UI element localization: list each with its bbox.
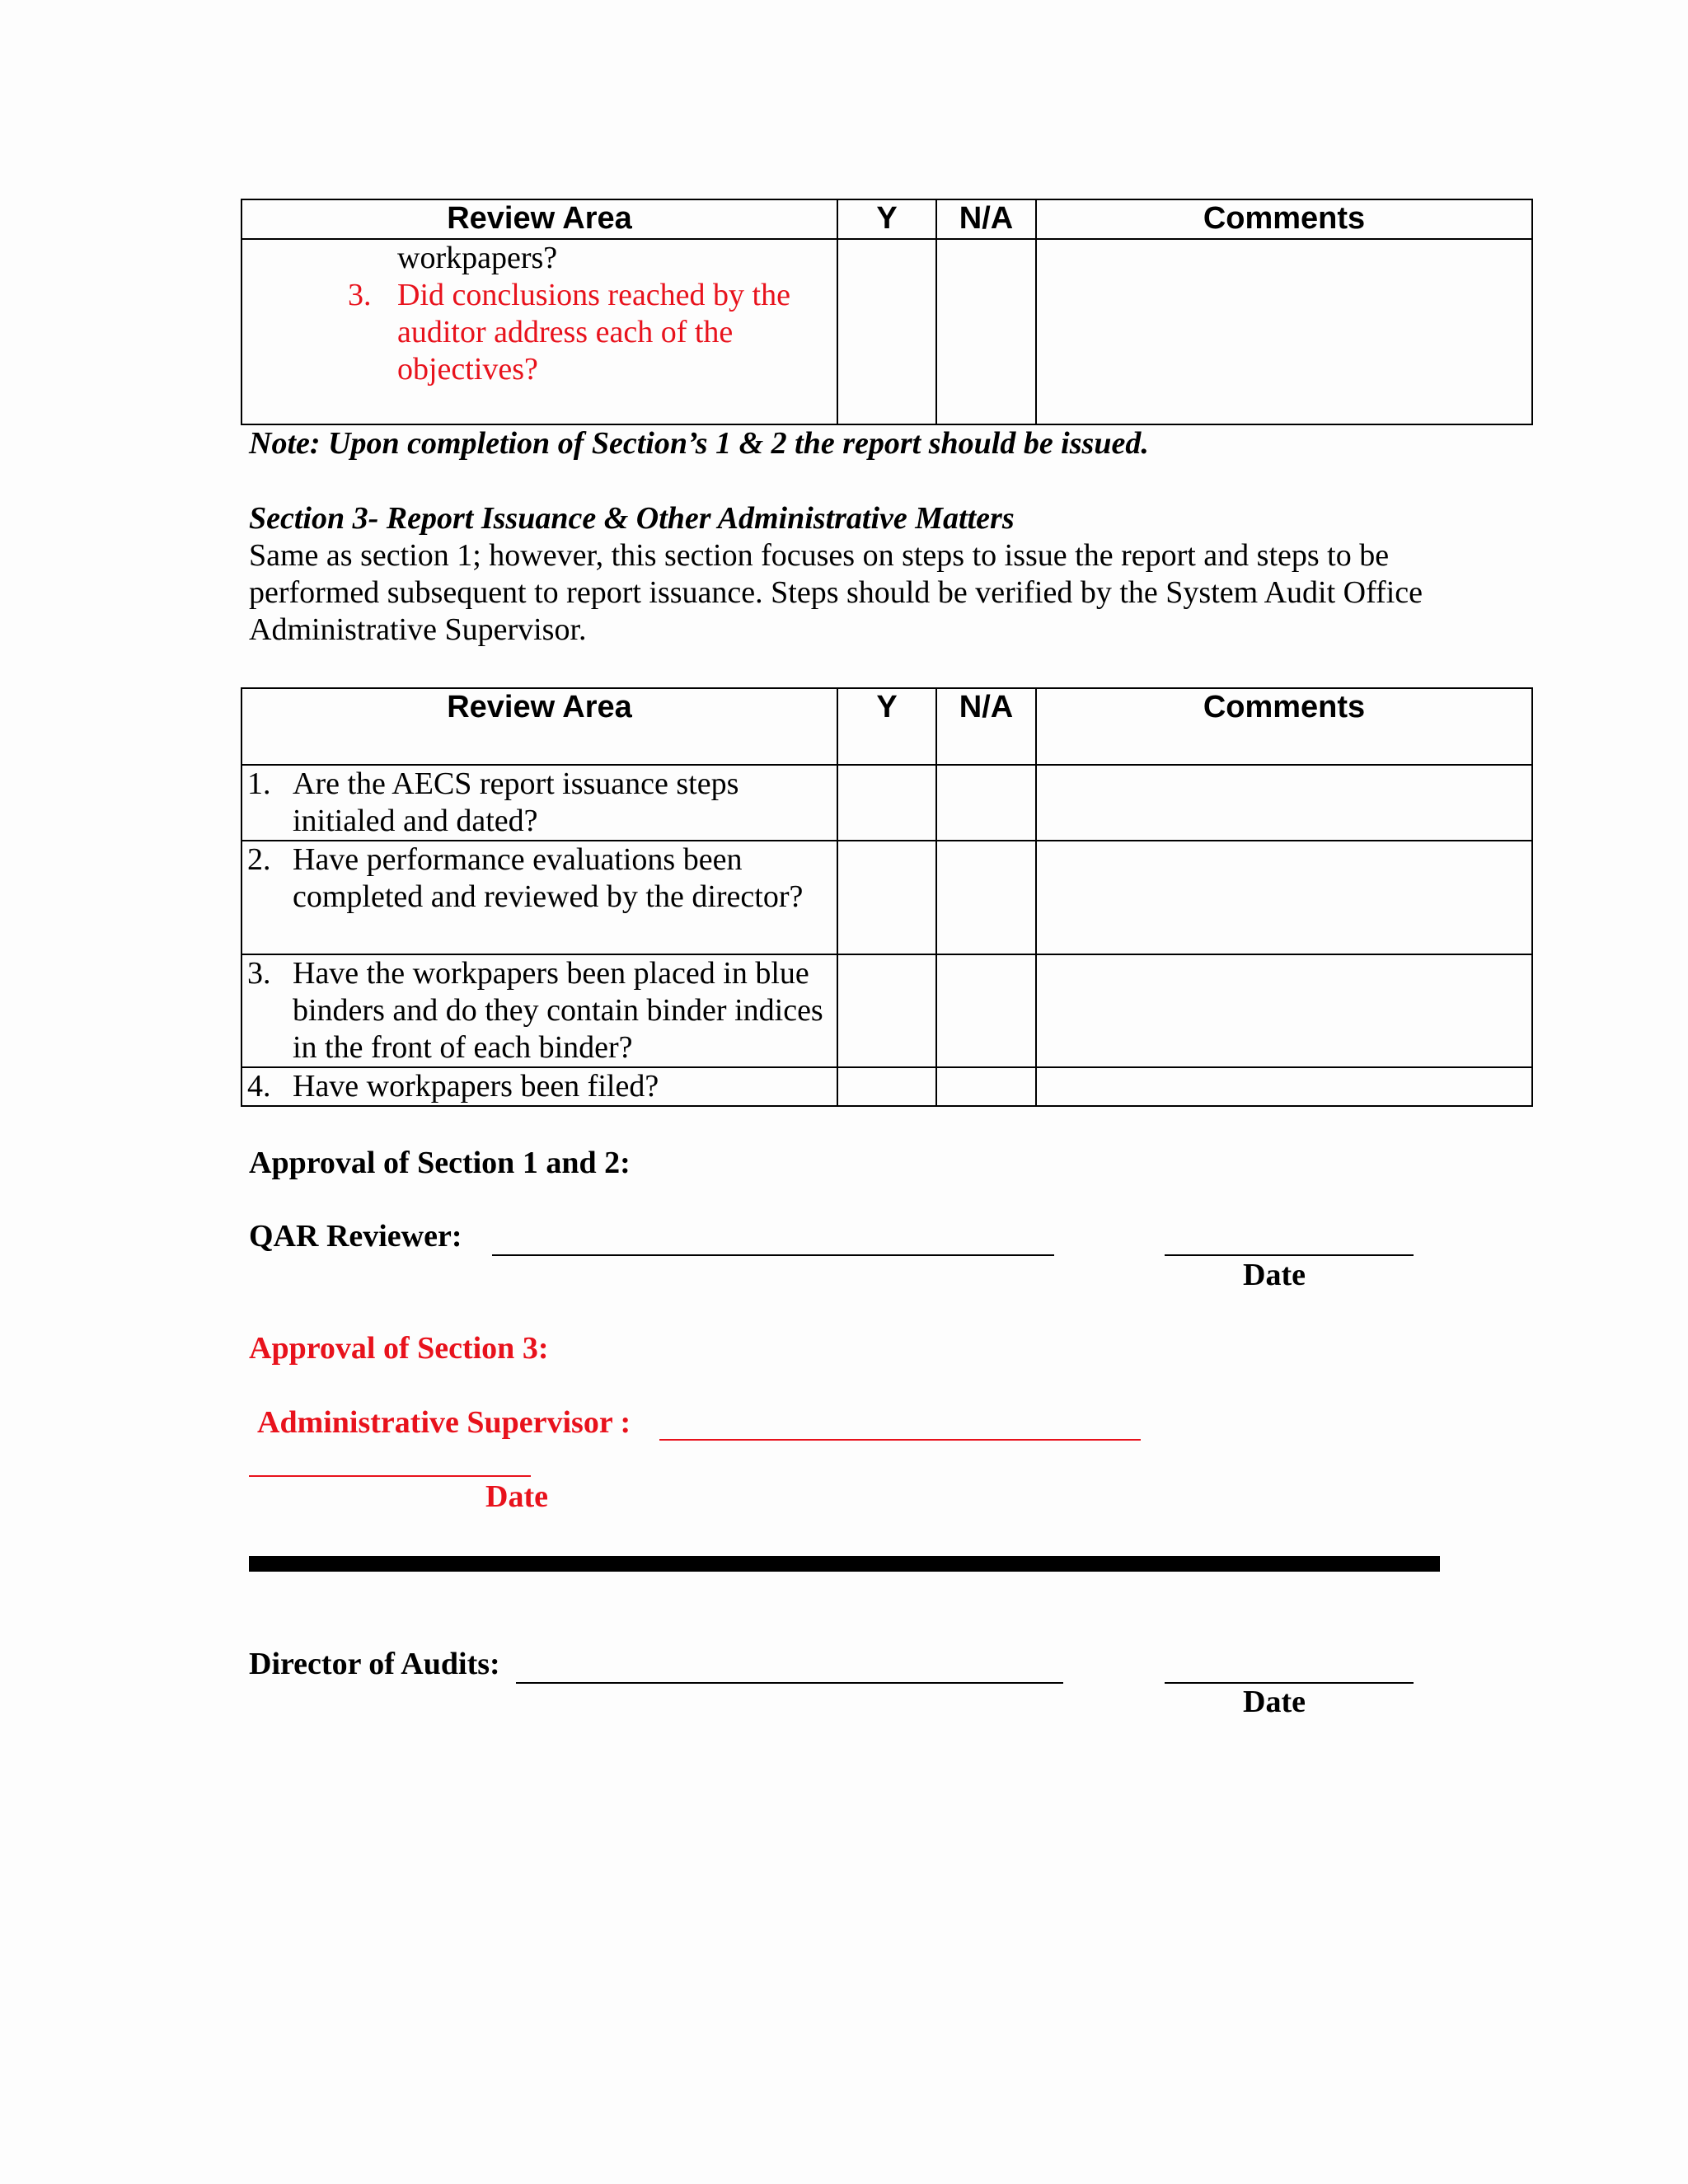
col-header-review-area: Review Area — [241, 199, 837, 239]
item-number: 1. — [247, 766, 271, 801]
director-date-label: Date — [1243, 1685, 1306, 1719]
qar-reviewer-label: QAR Reviewer: — [249, 1219, 462, 1254]
col-header-na: N/A — [936, 688, 1036, 765]
continued-text: workpapers? — [397, 241, 558, 275]
section3-description: Same as section 1; however, this section focuses on steps to issue the report and steps to be performed subsequent to report issuance. Steps should be verified by the System Audit Office Administrative Supervisor. — [249, 538, 1423, 647]
comments-cell[interactable] — [1036, 765, 1532, 841]
comments-cell[interactable] — [1036, 239, 1532, 424]
item-number: 2. — [247, 842, 271, 877]
y-cell[interactable] — [837, 239, 936, 424]
comments-cell[interactable] — [1036, 841, 1532, 954]
col-header-na: N/A — [936, 199, 1036, 239]
admin-date-line[interactable] — [249, 1475, 531, 1477]
y-cell[interactable] — [837, 841, 936, 954]
qar-date-line[interactable] — [1165, 1254, 1414, 1256]
table-row — [241, 1067, 837, 1106]
item-number: 3. — [348, 278, 372, 312]
item-text: Have workpapers been filed? — [293, 1069, 659, 1104]
na-cell[interactable] — [936, 765, 1036, 841]
comments-cell[interactable] — [1036, 1067, 1532, 1106]
item-text: Have performance evaluations been completed and reviewed by the director? — [293, 842, 804, 914]
admin-supervisor-label: Administrative Supervisor : — [257, 1405, 631, 1440]
na-cell[interactable] — [936, 841, 1036, 954]
review-table-continued — [241, 199, 1533, 425]
table-row — [241, 841, 837, 954]
col-header-comments: Comments — [1036, 199, 1532, 239]
item-text: Did conclusions reached by the auditor address each of the objectives? — [397, 278, 790, 387]
section-divider — [249, 1556, 1440, 1572]
y-cell[interactable] — [837, 1067, 936, 1106]
comments-cell[interactable] — [1036, 954, 1532, 1067]
item-text: Are the AECS report issuance steps initialed and dated? — [293, 766, 739, 838]
admin-date-label: Date — [485, 1479, 548, 1514]
section3-heading: Section 3- Report Issuance & Other Administrative Matters — [249, 501, 1015, 536]
na-cell[interactable] — [936, 954, 1036, 1067]
item-text: Have the workpapers been placed in blue binders and do they contain binder indices in the front of each binder? — [293, 956, 823, 1065]
table-row — [241, 765, 837, 841]
section-note: Note: Upon completion of Section’s 1 & 2 the report should be issued. — [249, 426, 1149, 461]
review-table-section3 — [241, 687, 1533, 1107]
na-cell[interactable] — [936, 1067, 1036, 1106]
na-cell[interactable] — [936, 239, 1036, 424]
table-row — [241, 954, 837, 1067]
qar-date-label: Date — [1243, 1258, 1306, 1292]
col-header-y: Y — [837, 199, 936, 239]
director-label: Director of Audits: — [249, 1647, 500, 1681]
approval-12-heading: Approval of Section 1 and 2: — [249, 1146, 631, 1180]
item-number: 4. — [247, 1069, 271, 1104]
qar-reviewer-signature-line[interactable] — [492, 1254, 1054, 1256]
y-cell[interactable] — [837, 954, 936, 1067]
col-header-review-area: Review Area — [241, 688, 837, 765]
admin-supervisor-signature-line[interactable] — [659, 1439, 1141, 1441]
col-header-comments: Comments — [1036, 688, 1532, 765]
review-area-cell — [241, 239, 837, 424]
col-header-y: Y — [837, 688, 936, 765]
y-cell[interactable] — [837, 765, 936, 841]
approval-3-heading: Approval of Section 3: — [249, 1331, 549, 1366]
item-number: 3. — [247, 956, 271, 991]
director-signature-line[interactable] — [516, 1682, 1063, 1684]
